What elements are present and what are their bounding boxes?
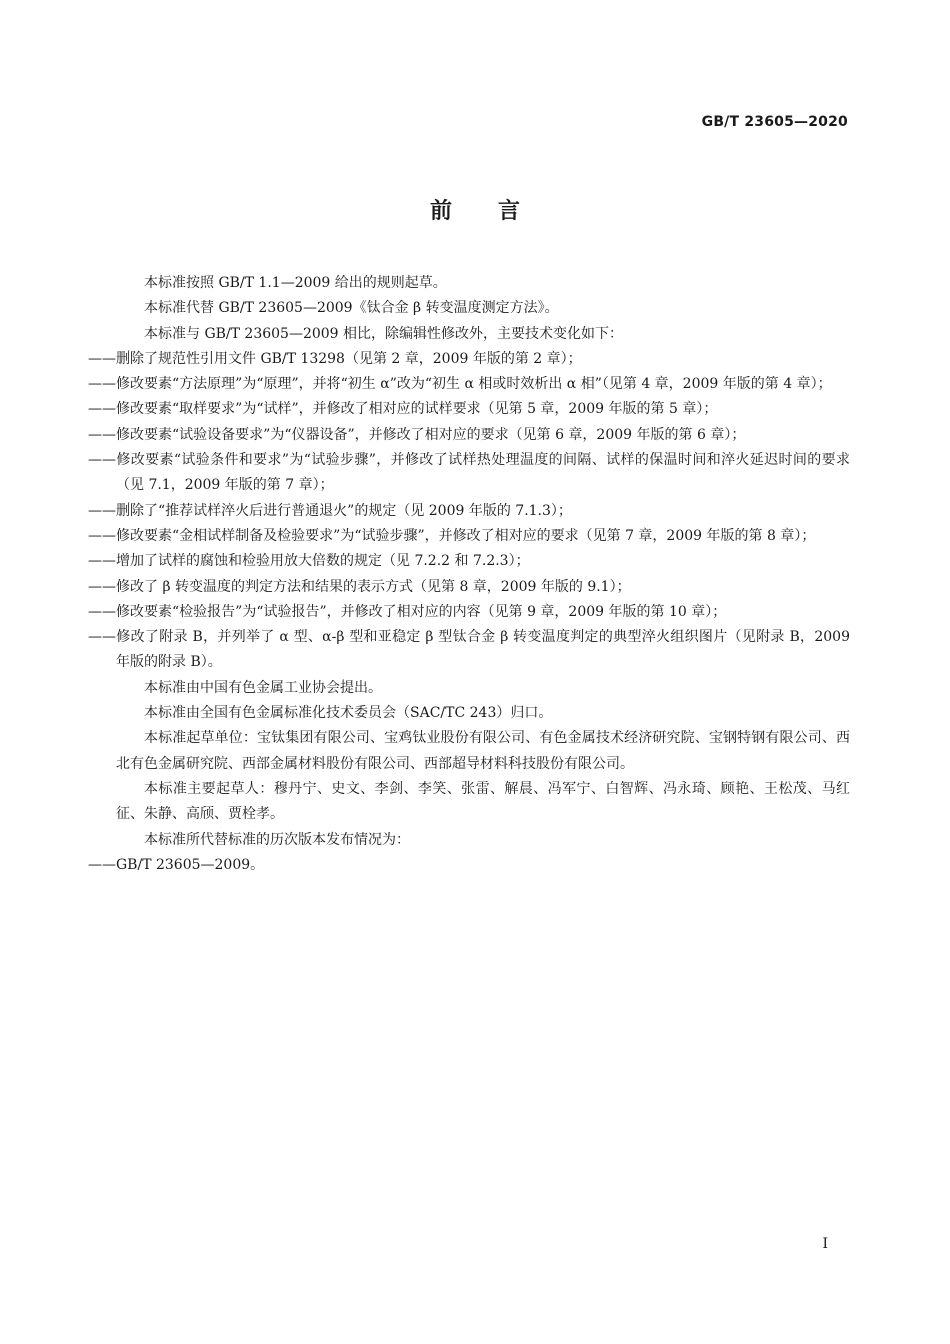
change-list-item: ——修改要素“检验报告”为“试验报告”，并修改了相对应的内容（见第 9 章，2009 年版的第 10 章）； xyxy=(88,603,727,620)
change-list-item: ——删除了规范性引用文件 GB/T 13298（见第 2 章，2009 年版的第 2 章）； xyxy=(88,350,582,367)
change-list-item: ——修改要素“取样要求”为“试样”，并修改了相对应的试样要求（见第 5 章，2009 年版的第 5 章）； xyxy=(88,401,718,418)
paragraph: 本标准按照 GB/T 1.1—2009 给出的规则起草。 xyxy=(144,275,447,291)
paragraph: 本标准由中国有色金属工业协会提出。 xyxy=(144,679,382,696)
paragraph: 本标准由全国有色金属标准化技术委员会（SAC/TC 243）归口。 xyxy=(144,705,553,722)
foreword-body xyxy=(88,271,850,878)
change-list-item: ——修改要素“方法原理”为“原理”，并将“初生 α”改为“初生 α 相或时效析出 α 相”（见第 4 章，2009 年版的第 4 章）； xyxy=(88,376,832,393)
paragraph: 本标准与 GB/T 23605—2009 相比，除编辑性修改外，主要技术变化如下： xyxy=(144,325,624,342)
paragraph: 本标准主要起草人：穆丹宁、史文、李剑、李笑、张雷、解晨、冯军宁、白智辉、冯永琦、顾艳、王松茂、马红征、朱静、高颀、贾栓孝。 xyxy=(116,780,850,823)
paragraph: 本标准起草单位：宝钛集团有限公司、宝鸡钛业股份有限公司、有色金属技术经济研究院、宝钢特钢有限公司、西北有色金属研究院、西部金属材料股份有限公司、西部超导材料科技股份有限公司。 xyxy=(116,730,850,772)
paragraph: 本标准代替 GB/T 23605—2009《钛合金 β 转变温度测定方法》。 xyxy=(144,300,559,317)
change-list-item: ——修改了附录 B，并列举了 α 型、α-β 型和亚稳定 β 型钛合金 β 转变温度判定的典型淬火组织图片（见附录 B，2009 年版的附录 B）。 xyxy=(88,629,850,671)
change-list-item: ——删除了“推荐试样淬火后进行普通退火”的规定（见 2009 年版的 7.1.3）； xyxy=(88,502,572,519)
standard-number: GB/T 23605—2020 xyxy=(701,114,848,130)
version-history-item: ——GB/T 23605—2009。 xyxy=(88,856,265,873)
change-list-item: ——修改要素“试验设备要求”为“仪器设备”，并修改了相对应的要求（见第 6 章，2009 年版的第 6 章）； xyxy=(88,426,746,443)
change-list-item: ——修改要素“金相试样制备及检验要求”为“试验步骤”，并修改了相对应的要求（见第 7 章，2009 年版的第 8 章）； xyxy=(88,527,816,544)
paragraph: 本标准所代替标准的历次版本发布情况为： xyxy=(144,831,410,848)
change-list-item: ——修改要素“试验条件和要求”为“试验步骤”，并修改了试样热处理温度的间隔、试样的保温时间和淬火延迟时间的要求（见 7.1，2009 年版的第 7 章）； xyxy=(88,452,850,494)
page-number: I xyxy=(822,1236,828,1252)
change-list-item: ——增加了试样的腐蚀和检验用放大倍数的规定（见 7.2.2 和 7.2.3）； xyxy=(88,553,530,570)
page-title: 前言 xyxy=(429,199,566,224)
change-list-item: ——修改了 β 转变温度的判定方法和结果的表示方式（见第 8 章，2009 年版的 9.1）； xyxy=(88,578,631,595)
